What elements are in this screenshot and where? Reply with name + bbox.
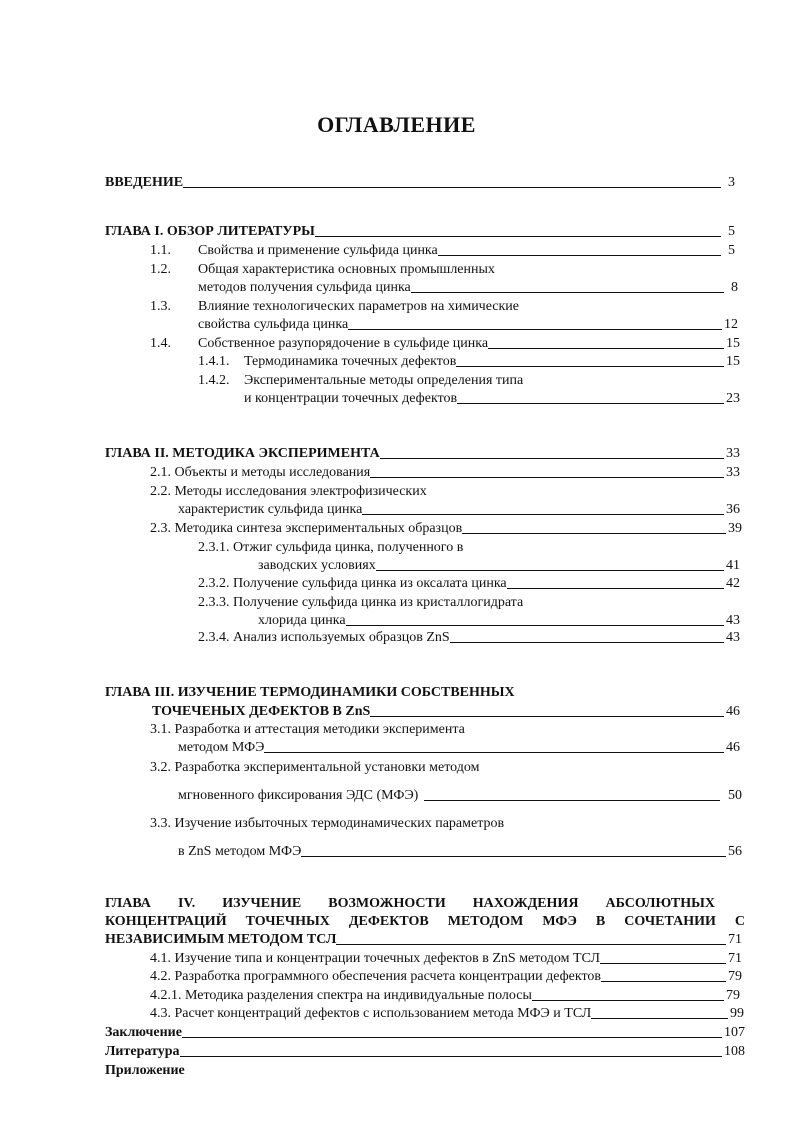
toc-chapter-4-line1: ГЛАВА IV. ИЗУЧЕНИЕ ВОЗМОЖНОСТИ НАХОЖДЕНИЯ АБСОЛЮТНЫХ (105, 896, 715, 911)
page-number: 46 (726, 704, 740, 719)
toc-section-3-2-line1: 3.2. Разработка экспериментальной установки методом (150, 760, 480, 775)
toc-section-1-4-2[interactable] (244, 391, 740, 407)
leader-line (380, 458, 724, 459)
toc-section-1-1[interactable] (150, 243, 735, 259)
page-number: 79 (726, 988, 740, 1003)
toc-section-4-3[interactable] (150, 1006, 744, 1022)
toc-section-2-3-3-line1: 2.3.3. Получение сульфида цинка из кристаллогидрата (198, 595, 524, 610)
section-title: 4.3. Расчет концентраций дефектов с использованием метода МФЭ и ТСЛ (150, 1006, 592, 1021)
toc-section-2-3-1[interactable] (258, 558, 740, 574)
leader-line (301, 856, 726, 857)
section-title-cont: заводских условиях (258, 558, 376, 573)
section-number: 1.4. (150, 336, 171, 351)
section-title: 2.3.2. Получение сульфида цинка из оксалата цинка (198, 576, 507, 591)
toc-intro[interactable] (105, 175, 735, 191)
section-title-cont: методов получения сульфида цинка (198, 280, 411, 295)
section-title: 4.2. Разработка программного обеспечения расчета концентрации дефектов (150, 969, 602, 984)
toc-section-4-2-1[interactable] (150, 988, 740, 1004)
page-number: 46 (726, 740, 740, 755)
toc-section-3-1-line1: 3.1. Разработка и аттестация методики эксперимента (150, 722, 465, 737)
section-title-cont: и концентрации точечных дефектов (244, 391, 458, 406)
toc-section-1-2-line1 (150, 262, 495, 278)
section-title-cont: характеристик сульфида цинка (178, 502, 363, 517)
leader-line (370, 716, 724, 717)
page-number: 39 (728, 521, 742, 536)
leader-line (183, 187, 721, 188)
section-title: Собственное разупорядочение в сульфиде цинка (198, 336, 489, 351)
page-number: 43 (726, 630, 740, 645)
leader-line (411, 292, 724, 293)
leader-line (370, 477, 724, 478)
toc-section-2-3-3[interactable] (258, 613, 740, 629)
leader-line (450, 642, 724, 643)
toc-intro-label: ВВЕДЕНИЕ (105, 175, 184, 190)
leader-line (264, 752, 724, 753)
section-title-cont: хлорида цинка (258, 613, 346, 628)
section-number: 1.2. (150, 262, 171, 277)
page-number: 8 (731, 280, 738, 295)
leader-line (180, 1056, 723, 1057)
toc-chapter-1[interactable] (105, 224, 735, 240)
chapter-title-cont: ТОЧЕЧЕНЫХ ДЕФЕКТОВ В ZnS (152, 704, 371, 719)
section-title: 2.3. Методика синтеза экспериментальных образцов (150, 521, 463, 536)
section-number: 1.4.2. (198, 373, 230, 388)
toc-section-2-3-2[interactable] (198, 576, 740, 592)
section-number: 1.3. (150, 299, 171, 314)
page-number: 56 (728, 844, 742, 859)
page-number: 5 (728, 243, 735, 258)
page-number: 41 (726, 558, 740, 573)
toc-section-4-1[interactable] (150, 951, 742, 967)
section-title: Общая характеристика основных промышленных (198, 262, 495, 277)
section-number: 1.4.1. (198, 354, 230, 369)
page-number: 43 (726, 613, 740, 628)
page-number: 36 (726, 502, 740, 517)
toc-conclusion[interactable] (105, 1025, 745, 1041)
chapter-title-cont: НЕЗАВИСИМЫМ МЕТОДОМ ТСЛ (105, 932, 337, 947)
leader-line (348, 329, 722, 330)
leader-line (336, 944, 726, 945)
section-title: Влияние технологических параметров на химические (198, 299, 520, 314)
leader-line (182, 1037, 722, 1038)
section-title: 2.1. Объекты и методы исследования (150, 465, 371, 480)
leader-line (315, 236, 721, 237)
leader-line (346, 625, 724, 626)
toc-chapter-3[interactable] (152, 704, 740, 720)
toc-section-2-1[interactable] (150, 465, 740, 481)
page-number: 12 (724, 317, 738, 332)
page-number: 79 (728, 969, 742, 984)
page-number: 99 (730, 1006, 744, 1021)
toc-section-2-3-1-line1: 2.3.1. Отжиг сульфида цинка, полученного в (198, 540, 464, 555)
page-number: 5 (728, 224, 735, 239)
toc-section-2-3-4[interactable] (198, 630, 740, 646)
page-number: 15 (726, 336, 740, 351)
leader-line (362, 514, 724, 515)
toc-section-2-2-line1: 2.2. Методы исследования электрофизических (150, 484, 427, 499)
leader-line (600, 963, 726, 964)
leader-line (488, 348, 724, 349)
page-number: 50 (728, 788, 742, 803)
page-number: 33 (726, 446, 740, 461)
page-number: 3 (728, 175, 735, 190)
toc-section-3-3[interactable] (178, 844, 742, 860)
page-number: 107 (724, 1025, 745, 1040)
leader-line (424, 800, 720, 801)
toc-section-4-2[interactable] (150, 969, 742, 985)
toc-section-1-4[interactable] (150, 336, 740, 352)
leader-line (376, 570, 724, 571)
chapter-title: ГЛАВА II. МЕТОДИКА ЭКСПЕРИМЕНТА (105, 446, 380, 461)
leader-line (456, 366, 724, 367)
section-title-cont: в ZnS методом МФЭ (178, 844, 302, 859)
toc-appendix[interactable]: Приложение (105, 1063, 185, 1078)
section-title: Свойства и применение сульфида цинка (198, 243, 438, 258)
toc-chapter-4[interactable] (105, 932, 742, 948)
chapter-title: ГЛАВА I. ОБЗОР ЛИТЕРАТУРЫ (105, 224, 315, 239)
section-title: Термодинамика точечных дефектов (244, 354, 457, 369)
toc-section-1-3[interactable] (198, 317, 738, 333)
section-title-cont: свойства сульфида цинка (198, 317, 349, 332)
leader-line (457, 403, 724, 404)
toc-section-1-4-1[interactable] (198, 354, 740, 370)
toc-section-3-1[interactable] (178, 740, 740, 756)
toc-section-3-2[interactable] (178, 788, 742, 804)
toc-section-3-3-line1: 3.3. Изучение избыточных термодинамических параметров (150, 816, 505, 831)
toc-label: Заключение (105, 1025, 182, 1040)
toc-label: Литература (105, 1044, 180, 1059)
section-title: 4.1. Изучение типа и концентрации точечных дефектов в ZnS методом ТСЛ (150, 951, 601, 966)
toc-section-2-2[interactable] (178, 502, 740, 518)
toc-section-1-3-line1 (150, 299, 519, 315)
section-title: 4.2.1. Методика разделения спектра на индивидуальные полосы (150, 988, 532, 1003)
section-title: 2.3.4. Анализ используемых образцов ZnS (198, 630, 450, 645)
page-number: 15 (726, 354, 740, 369)
page-number: 108 (724, 1044, 745, 1059)
section-title-cont: методом МФЭ (178, 740, 265, 755)
toc-literature[interactable] (105, 1044, 745, 1060)
leader-line (507, 588, 724, 589)
section-title-cont: мгновенного фиксирования ЭДС (МФЭ) (178, 788, 419, 803)
page-number: 42 (726, 576, 740, 591)
toc-chapter-2[interactable] (105, 446, 740, 462)
page-number: 71 (728, 951, 742, 966)
leader-line (591, 1018, 728, 1019)
page-number: 33 (726, 465, 740, 480)
toc-section-1-4-2-line1 (198, 373, 523, 389)
toc-section-2-3[interactable] (150, 521, 742, 537)
page-number: 23 (726, 391, 740, 406)
section-title: Экспериментальные методы определения типа (244, 373, 524, 388)
leader-line (601, 981, 726, 982)
page-title: ОГЛАВЛЕНИЕ (317, 112, 476, 137)
page-number: 71 (728, 932, 742, 947)
leader-line (532, 1000, 724, 1001)
leader-line (462, 533, 726, 534)
section-number: 1.1. (150, 243, 171, 258)
toc-chapter-3-line1: ГЛАВА III. ИЗУЧЕНИЕ ТЕРМОДИНАМИКИ СОБСТВЕННЫХ (105, 685, 515, 700)
leader-line (438, 255, 721, 256)
toc-section-1-2[interactable] (198, 280, 738, 296)
toc-chapter-4-line2: КОНЦЕНТРАЦИЙ ТОЧЕЧНЫХ ДЕФЕКТОВ МЕТОДОМ МФЭ В СОЧЕТАНИИ С (105, 914, 745, 929)
